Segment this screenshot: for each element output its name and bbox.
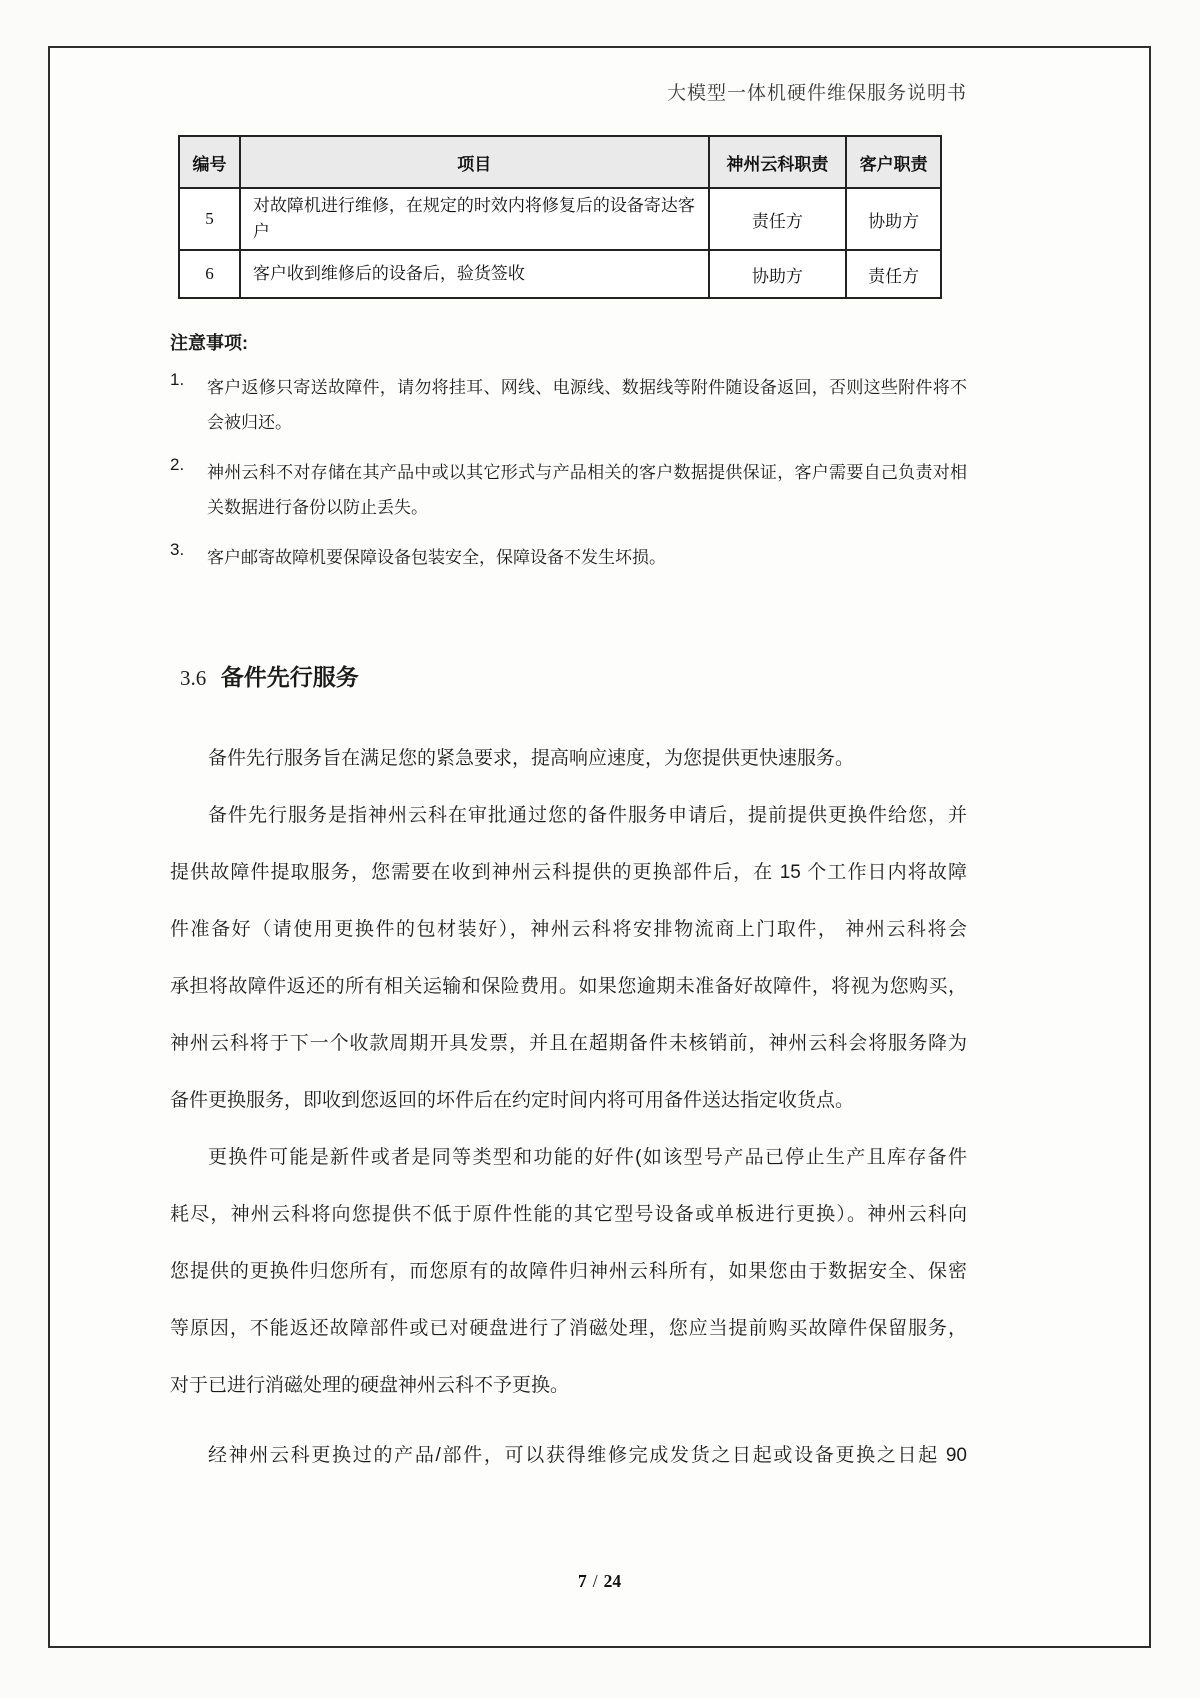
list-item [170,540,967,575]
body-text [50,730,1149,1484]
cell-vendor-role: 协助方 [709,250,847,298]
cell-item: 对故障机进行维修，在规定的时效内将修复后的设备寄达客户 [240,188,709,250]
paragraph-line: 您提供的更换件归您所有，而您原有的故障件归神州云科所有，如果您由于数据安全、保密 [170,1261,967,1282]
list-item-text: 客户邮寄故障机要保障设备包装安全，保障设备不发生坏损。 [207,548,666,567]
section-title: 备件先行服务 [220,664,359,690]
col-header-vendor-duty: 神州云科职责 [709,136,847,188]
cell-customer-role: 协助方 [846,188,941,250]
section-heading [180,659,1149,692]
cell-customer-role: 责任方 [846,250,941,298]
paragraph-line: 备件更换服务，即收到您返回的坏件后在约定时间内将可用备件送达指定收货点。 [170,1090,855,1111]
section-number: 3.6 [180,666,207,690]
list-item-number: 3. [170,540,185,559]
paragraph-line: 神州云科将于下一个收款周期开具发票，并且在超期备件未核销前，神州云科会将服务降为 [170,1033,967,1054]
page-number-separator: / [592,1571,598,1591]
page-number: 7 [577,1571,587,1591]
col-header-number: 编号 [179,136,240,188]
table-row [179,250,941,298]
paragraph-line: 耗尽，神州云科将向您提供不低于原件性能的其它型号设备或单板进行更换）。神州云科向 [170,1204,967,1225]
list-item-number: 2. [170,455,185,474]
paragraph-line: 备件先行服务旨在满足您的紧急要求，提高响应速度，为您提供更快速服务。 [208,748,855,769]
paragraph-line: 件准备好（请使用更换件的包材装好），神州云科将安排物流商上门取件， 神州云科将会 [170,919,967,940]
document-page [48,46,1151,1648]
list-item [170,370,967,440]
table-row [179,188,941,250]
list-item-number: 1. [170,370,185,389]
paragraph-line: 经神州云科更换过的产品/部件，可以获得维修完成发货之日起或设备更换之日起 90 [208,1445,967,1466]
paragraph-line: 备件先行服务是指神州云科在审批通过您的备件服务申请后，提前提供更换件给您，并 [208,805,967,826]
notes-title: 注意事项: [170,333,248,353]
paragraph-line: 等原因，不能返还故障部件或已对硬盘进行了消磁处理，您应当提前购买故障件保留服务， [170,1318,967,1339]
list-item-text: 神州云科不对存储在其产品中或以其它形式与产品相关的客户数据提供保证，客户需要自己负责对相关数据进行备份以防止丢失。 [207,463,967,517]
col-header-item: 项目 [240,136,709,188]
cell-vendor-role: 责任方 [709,188,847,250]
col-header-customer-duty: 客户职责 [846,136,941,188]
paragraph-line: 承担将故障件返还的所有相关运输和保险费用。如果您逾期未准备好故障件，将视为您购买， [170,976,967,997]
cell-row-number: 5 [179,188,240,250]
paragraph-line: 更换件可能是新件或者是同等类型和功能的好件(如该型号产品已停止生产且库存备件 [208,1147,967,1168]
paragraph-line: 提供故障件提取服务，您需要在收到神州云科提供的更换部件后，在 15 个工作日内将故障 [170,862,967,883]
header-title: 大模型一体机硬件维保服务说明书 [666,83,967,104]
paragraph-line: 对于已进行消磁处理的硬盘神州云科不予更换。 [170,1375,570,1396]
list-item [170,455,967,525]
document-header [170,78,967,105]
cell-row-number: 6 [179,250,240,298]
page-footer [50,1571,1149,1592]
cell-item: 客户收到维修后的设备后，验货签收 [240,250,709,298]
responsibility-table [178,135,942,299]
list-item-text: 客户返修只寄送故障件，请勿将挂耳、网线、电源线、数据线等附件随设备返回，否则这些附件将不会被归还。 [207,378,967,432]
total-pages: 24 [603,1571,622,1591]
table-header-row [179,136,941,188]
